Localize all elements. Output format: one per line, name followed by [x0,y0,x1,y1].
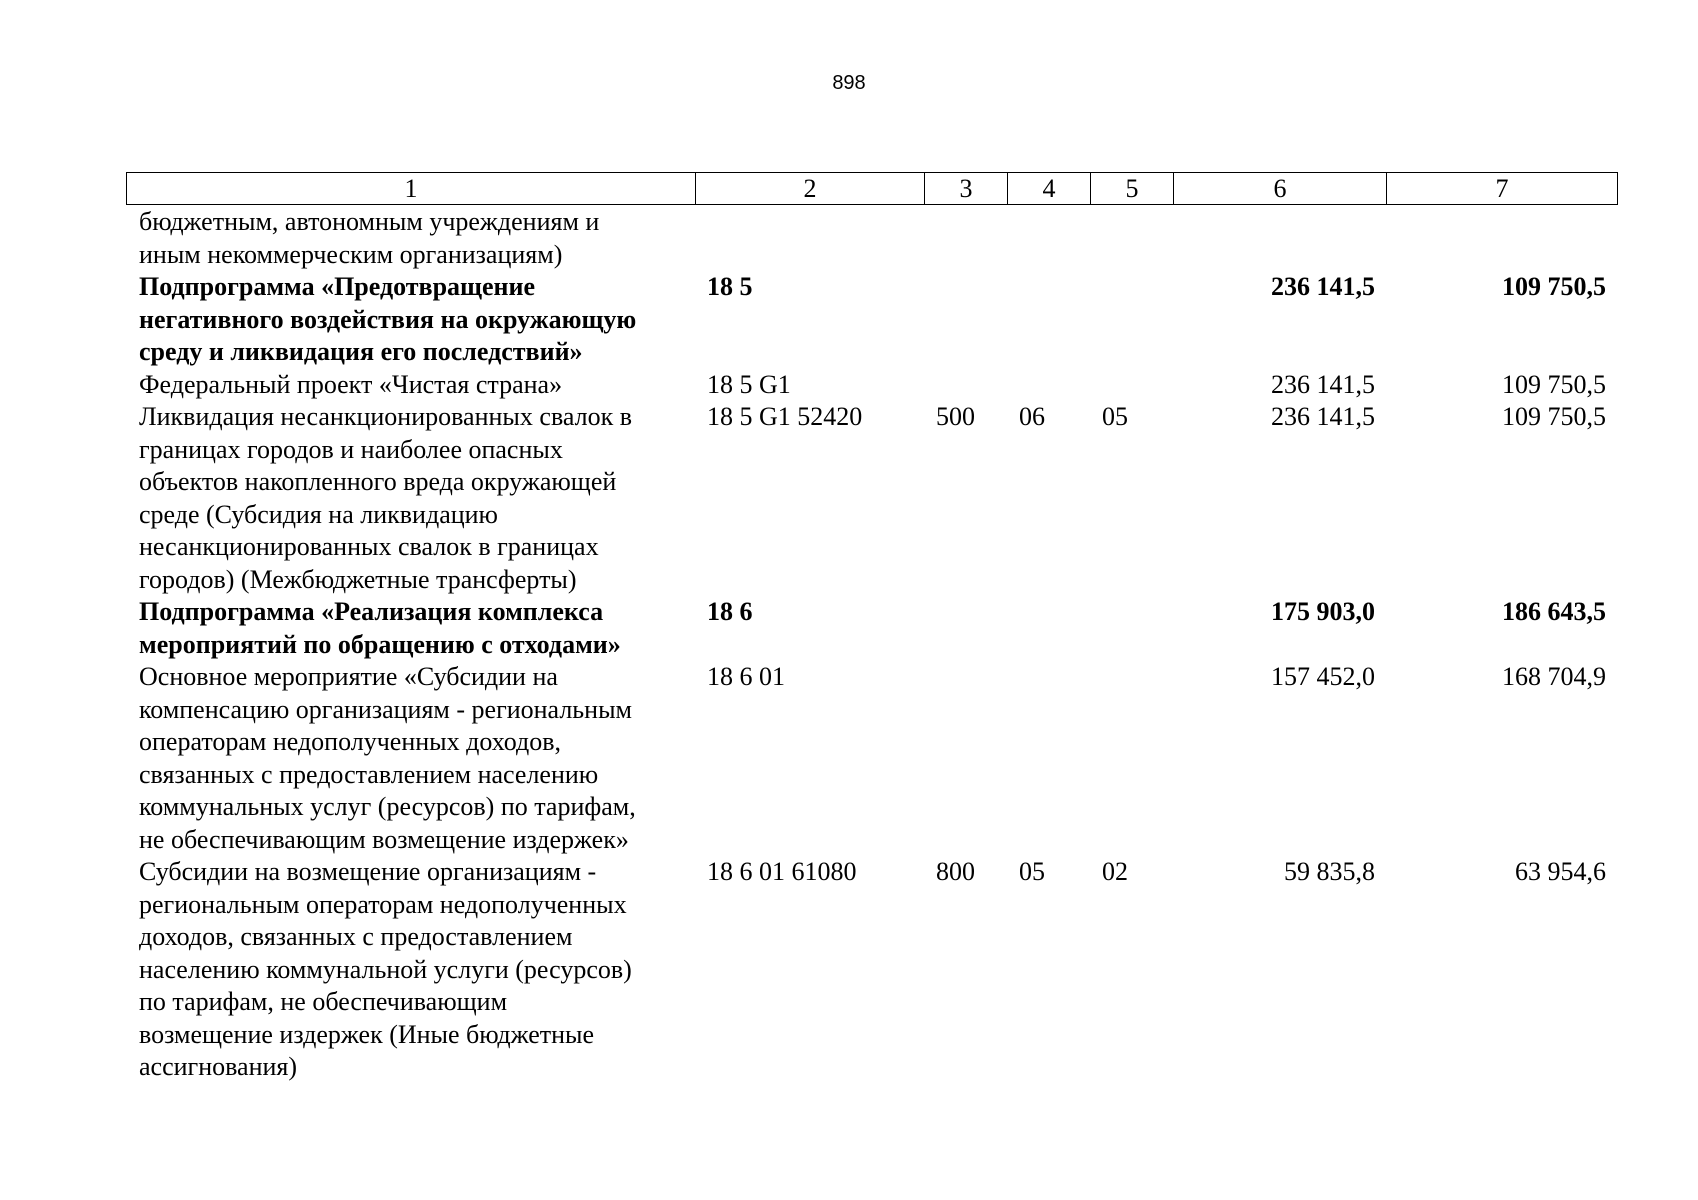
budget-code: 18 6 01 [707,662,785,691]
section-code [1007,661,1090,856]
table-row [126,856,1617,1084]
row-name-line: не обеспечивающим возмещение издержек» [139,824,629,854]
amount-col-6: 175 903,0 [1271,597,1375,626]
row-name-line: мероприятий по обращению с отходами» [139,629,621,659]
expense-type [924,596,1007,661]
row-name-line: Основное мероприятие «Субсидии на [139,662,558,691]
amount-col-6: 157 452,0 [1271,662,1375,691]
table-row [126,369,1617,402]
expense-type [924,271,1007,369]
row-name-line: среду и ликвидация его последствий» [139,337,583,366]
row-name [126,596,695,661]
row-name-line: среде (Субсидия на ликвидацию [139,499,498,529]
subsection-code [1090,661,1173,856]
table-row [126,596,1617,661]
section-code [1007,271,1090,369]
section-code [1007,206,1090,271]
table-row [126,271,1617,369]
row-name [126,856,695,1084]
row-name-line: возмещение издержек (Иные бюджетные [139,1019,595,1049]
column-number-2: 2 [696,173,925,205]
amount-col-6: 236 141,5 [1271,369,1375,399]
budget-code: 18 5 G1 52420 [707,402,863,431]
row-name-line: операторам недополученных доходов, [139,727,561,756]
budget-code: 18 6 [707,597,753,626]
amount-col-6 [1173,206,1386,271]
column-number-3: 3 [925,173,1008,205]
table-row [126,401,1617,596]
row-name-line: негативного воздействия на окружающую [139,304,637,334]
section-code [1007,369,1090,402]
budget-code [695,206,924,271]
column-number-1: 1 [127,173,696,205]
budget-table [126,206,1617,1084]
row-name-line: по тарифам, не обеспечивающим [139,987,508,1016]
row-name-line: компенсацию организациям - региональным [139,694,632,724]
row-name-line: населению коммунальной услуги (ресурсов) [139,954,632,984]
row-name-line: бюджетным, автономным учреждениям и [139,207,600,236]
row-name-line: Ликвидация несанкционированных свалок в [139,402,633,431]
amount-col-7: 109 750,5 [1502,369,1606,399]
amount-col-7 [1386,206,1617,271]
row-name-line: коммунальных услуг (ресурсов) по тарифам, [139,792,636,821]
column-number-5: 5 [1091,173,1174,205]
column-number-4: 4 [1008,173,1091,205]
subsection-code: 05 [1102,402,1128,431]
amount-col-6: 236 141,5 [1271,272,1375,301]
row-name-line: Федеральный проект «Чистая страна» [139,369,563,399]
expense-type: 800 [936,857,975,886]
expense-type: 500 [936,402,975,431]
budget-code: 18 5 G1 [707,369,791,399]
expense-type [924,661,1007,856]
table-row [126,661,1617,856]
subsection-code [1090,369,1173,402]
section-code [1007,596,1090,661]
column-header-table [126,172,1618,205]
page-number: 898 [832,72,866,94]
amount-col-7: 63 954,6 [1515,857,1606,886]
row-name-line: доходов, связанных с предоставлением [139,922,573,951]
row-name [126,401,695,596]
row-name [126,369,695,402]
expense-type [924,369,1007,402]
row-name-line: ассигнования) [139,1052,298,1081]
row-name [126,661,695,856]
subsection-code: 02 [1102,857,1128,886]
amount-col-7: 109 750,5 [1502,272,1606,301]
expense-type [924,206,1007,271]
subsection-code [1090,271,1173,369]
amount-col-7: 186 643,5 [1502,597,1606,626]
budget-code: 18 5 [707,272,753,301]
budget-code: 18 6 01 61080 [707,857,857,886]
section-code: 06 [1019,402,1045,431]
row-name-line: объектов накопленного вреда окружающей [139,467,617,496]
amount-col-6: 236 141,5 [1271,402,1375,431]
column-number-row [127,173,1618,205]
table-row [126,206,1617,271]
row-name-line: региональным операторам недополученных [139,889,627,919]
subsection-code [1090,596,1173,661]
column-number-7: 7 [1387,173,1618,205]
row-name-line: связанных с предоставлением населению [139,759,599,789]
row-name-line: иным некоммерческим организациям) [139,239,563,269]
row-name-line: границах городов и наиболее опасных [139,434,563,464]
row-name-line: городов) (Межбюджетные трансферты) [139,564,577,594]
row-name-line: Субсидии на возмещение организациям - [139,857,597,886]
column-number-6: 6 [1174,173,1387,205]
amount-col-6: 59 835,8 [1284,857,1375,886]
section-code: 05 [1019,857,1045,886]
amount-col-7: 168 704,9 [1502,662,1606,691]
subsection-code [1090,206,1173,271]
row-name [126,271,695,369]
row-name [126,206,695,271]
row-name-line: несанкционированных свалок в границах [139,532,599,561]
amount-col-7: 109 750,5 [1502,402,1606,431]
row-name-line: Подпрограмма «Предотвращение [139,272,536,301]
row-name-line: Подпрограмма «Реализация комплекса [139,597,604,626]
